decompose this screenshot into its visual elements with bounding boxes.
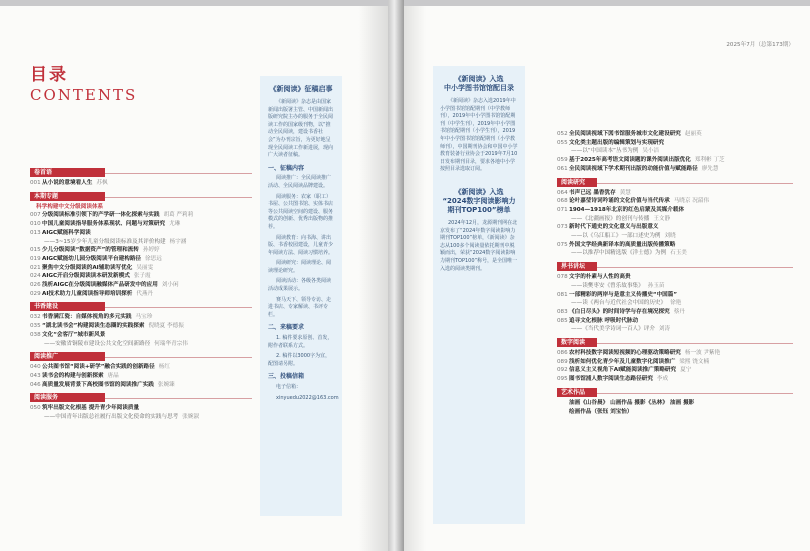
toc-entry[interactable] (30, 220, 252, 229)
toc-entry-author: 马宝珍 (135, 314, 153, 321)
toc-entry-author: 杨一波 尹紫艳 (684, 350, 721, 357)
toc-entry-author: 杨宇涵 (169, 238, 187, 245)
toc-subtitle: CONTENTS (30, 86, 138, 104)
toc-entry-title: 中国儿童阅读指导服务体系现状、问题与对策研究 (42, 221, 166, 228)
toc-entry-title: 浅析如何优化青少年及儿童数字化阅读推广 (569, 358, 676, 365)
toc-page-number: 064 (557, 189, 568, 196)
ranking-notice-title-line1: 《新阅读》入选 (454, 187, 504, 196)
toc-entry-title: 信息义主义视角下AI赋能阅读推广策略研究 (569, 367, 677, 374)
toc-entry-title: AIGC赋能科学阅读 (42, 229, 91, 236)
toc-entry-author: 何瑞华青宗伟 (154, 340, 188, 347)
section-rule (105, 398, 252, 399)
toc-entry-author: 唐晶 (107, 372, 119, 379)
toc-entry[interactable] (557, 308, 793, 317)
toc-entry-title: 追寻文化根脉 呼吸时代脉动 (569, 317, 639, 324)
toc-entry[interactable] (557, 282, 793, 291)
notice-paragraph: 1. 稿件要求原创、首发，附作者联系方式。 (268, 335, 333, 349)
toc-page-number: 092 (557, 367, 568, 374)
toc-page-number (557, 408, 569, 417)
notice-intro: 《新阅读》杂志是由国家新闻出版署主管、中国新闻出版研究院主办的服务于全民阅读工作的国家级刊物，以“推动全民阅读，建设书香社会”为办刊宗旨，为更好地呈现全民阅读工作新进展，现向广大读者征稿。 (268, 99, 334, 159)
toc-entry-author: 张子霞 (133, 273, 151, 280)
notice-paragraph: 阅读研究：阅读理论、阅读理论研究。 (268, 260, 332, 274)
toc-entry[interactable] (557, 215, 793, 224)
toc-entry-author: 吴小洁 (642, 148, 660, 155)
toc-page-number: 086 (557, 350, 568, 357)
toc-entry[interactable] (557, 249, 793, 258)
section-rule (597, 267, 793, 268)
email-label: 电子信箱： (276, 384, 302, 390)
notice-paragraph: 阅读教育：向书海、讲出版、书香校园建设，儿童青少年阅读方法、阅读习惯培养。 (268, 234, 334, 256)
toc-page-number: 085 (557, 317, 568, 324)
section-rule (597, 393, 793, 394)
toc-entry-author: 倪晓夏 李德振 (148, 323, 184, 330)
toc-page-number: 001 (30, 180, 41, 186)
toc-page-number: 095 (557, 376, 568, 383)
toc-entry-title: 基于2025年高考语文阅读题的课外阅读出版优化 (569, 157, 691, 164)
toc-entry-author: 吴丽雯 (136, 264, 154, 271)
toc-page-number: 068 (557, 198, 568, 205)
section-heading: 阅读推广 (30, 352, 105, 361)
toc-entry[interactable] (30, 203, 252, 212)
toc-entry[interactable] (557, 197, 793, 206)
toc-entry-title: 文字的朴素与人性的高贵 (569, 274, 631, 281)
notice-title: 《新阅读》征稿启事 (269, 85, 333, 93)
toc-entry-title: ——读《两台与近代社会中国的历史》 (571, 300, 667, 307)
toc-entry[interactable] (30, 313, 252, 322)
toc-entry-author: 胡葛 严莉莉 (163, 212, 194, 219)
toc-page-number: 055 (557, 139, 568, 146)
section-heading: 阅读服务 (30, 393, 105, 402)
list-notice-body: 《新阅读》杂志入选2019年中小学图书馆馆配期刊（中学教师刊），2019年中小学图书馆馆配期刊（中学生刊），2019年中小学图书馆馆配期刊（小学生刊），2019年中小学图书馆馆配期刊（小学教师刊），中国期刊协会和中国中小学教育装备行业协会于2019年7月10日发布期刊目录，要求各地中小学按照目录选取订阅。 (440, 98, 518, 173)
toc-entry-title: 书香满江瓷：自媒体视角的多元实践 (42, 314, 132, 321)
toc-entry-author: 孙玉苗 (647, 282, 665, 289)
toc-entry-title: ——以“中国读本”丛书为例 (571, 148, 639, 155)
section-heading: 书香建设 (30, 302, 105, 311)
notice-paragraph: 阅读推广：全民阅读推广活动、全民阅读品牌建设。 (268, 175, 332, 189)
toc-entry-title: 科学构建中文分级阅读体系 (36, 203, 104, 210)
issue-header: 2025年7月（总第173期） (726, 42, 794, 48)
toc-page-number: 061 (557, 165, 568, 172)
toc-entry[interactable] (557, 165, 793, 174)
toc-page-number: 040 (30, 364, 41, 371)
toc-page-number: 089 (557, 358, 568, 365)
toc-entry-title: ——《当代美学诗词一百人》评介 (571, 326, 655, 333)
right-page (404, 6, 810, 551)
toc-entry[interactable] (30, 229, 252, 238)
toc-entry[interactable] (557, 358, 793, 367)
notice-heading-2: 二、来稿要求 (268, 324, 305, 332)
toc-page-number: 073 (557, 224, 568, 231)
toc-entry-author: 马晓京 况韶伟 (673, 198, 710, 205)
toc-entry-title: AIGC赋能幼儿园分级阅读平台建构路径 (42, 255, 142, 262)
toc-entry-title: 论叶嘉莹诗词吟诵的文化价值与当代传承 (569, 198, 670, 205)
section-heading: 艺术作品 (557, 388, 597, 397)
toc-entry-title: “湖北读书会”构建阅读生态圈的实践探索 (42, 323, 145, 330)
toc-page-number: 010 (30, 221, 41, 228)
toc-entry[interactable] (557, 325, 793, 334)
toc-entry[interactable] (557, 299, 793, 308)
toc-entry[interactable] (30, 246, 252, 255)
toc-entry[interactable] (557, 147, 793, 156)
toc-page-number: 071 (557, 206, 568, 213)
toc-entry-author: 黄慧 (619, 189, 631, 196)
toc-page-number (557, 399, 569, 408)
section-heading: 阅读研究 (557, 178, 597, 187)
toc-entry-title: ——以《乌江船工》一部口述史为例 (571, 233, 661, 240)
toc-page-number: 026 (30, 282, 41, 289)
toc-page-number: 015 (30, 247, 41, 254)
toc-page-number: 050 (30, 405, 41, 412)
toc-entry[interactable] (557, 273, 793, 282)
ranking-notice-title-line2: “2024数字阅读影响力期刊TOP100”榜单 (442, 196, 516, 214)
notice-heading-3: 三、投稿信箱 (268, 373, 305, 381)
notice-paragraph: 阅读活动：各级各类阅读活动成果展示。 (268, 278, 332, 293)
toc-page-number: 081 (557, 291, 568, 298)
toc-entry[interactable] (557, 223, 793, 232)
toc-entry[interactable] (30, 322, 252, 331)
section-rule (105, 173, 252, 174)
toc-entry[interactable] (557, 317, 793, 326)
toc-entry-author: 苏枫 (96, 180, 108, 186)
toc-entry-title: 外国文学经典新译本的高质量出版传播策略 (569, 241, 676, 248)
toc-title: 目录 (30, 65, 68, 85)
toc-entry-title: 聚焦中文分级阅读的AI辅助读写优化 (42, 264, 133, 271)
toc-entry-title: 文化“会客厅”城市新风景 (42, 331, 106, 338)
page-fold-shadow (404, 6, 426, 551)
section-rule (105, 307, 252, 308)
notice-heading-1: 一、征稿内容 (268, 164, 305, 172)
notice-paragraph: 赛马天下、领导专访、走进书店、专家解读、书评专栏。 (268, 296, 332, 318)
toc-entry[interactable] (557, 375, 793, 384)
toc-entry-title: 书声已远 墨香犹存 (569, 189, 616, 196)
section-heading: 卷首语 (30, 168, 105, 177)
toc-entry[interactable] (30, 272, 252, 281)
toc-entry[interactable] (30, 290, 252, 299)
toc-page-number: 019 (30, 255, 41, 262)
toc-entry-title: 绘画作品（张钰 刘宝怡） (569, 408, 633, 415)
toc-entry[interactable] (557, 349, 793, 358)
toc-entry[interactable] (30, 381, 252, 390)
toc-entry-title: ——中国青年出版总社履行出版文化使命的实践与思考 (44, 414, 179, 421)
email-address[interactable]: xinyuedu2022@163.com (276, 394, 339, 401)
section-heading: 数字阅读 (557, 338, 597, 347)
toc-entry[interactable] (557, 408, 793, 417)
toc-entry[interactable] (30, 264, 252, 273)
toc-entry-author: 杨红 (158, 364, 170, 371)
toc-entry-author: 王文静 (653, 215, 671, 222)
section-heading: 界书讲坛 (557, 262, 597, 271)
toc-entry-author: 刘小闲 (161, 282, 179, 289)
toc-right-list (557, 130, 793, 416)
toc-entry-title: 农村科技数字阅读短视频的心理驱动策略研究 (569, 350, 681, 357)
toc-entry[interactable] (30, 331, 252, 340)
toc-entry-author: 刘涛 (658, 326, 671, 333)
toc-entry-title: 公共图书馆“阅读+研学”融合实践的创新路径 (42, 364, 155, 371)
call-for-papers-column (260, 76, 342, 516)
toc-entry[interactable] (557, 130, 793, 139)
toc-entry-title: ——安徽省铜陵市建设公共文化空间新路径 (44, 340, 151, 347)
section-heading: 本期专题 (30, 192, 105, 201)
toc-page-number: 052 (557, 131, 568, 137)
section-rule (597, 343, 793, 344)
toc-entry-author: 李成 (656, 376, 669, 383)
toc-entry-title: 图书馆浦人数字阅读生态路径研究 (569, 376, 653, 383)
toc-entry-title: 全民阅读视域下学术期刊出版的动能价值与赋能路径 (569, 165, 698, 172)
toc-page-number: 075 (557, 241, 568, 248)
toc-page-number: 059 (557, 157, 568, 164)
list-notice-title (440, 75, 518, 93)
toc-entry-author: 徐艳 (670, 300, 682, 307)
toc-entry-author: 郑利彬 丁芝 (694, 157, 725, 164)
toc-left-list (30, 164, 252, 422)
toc-page-number: 021 (30, 264, 41, 271)
toc-entry-author: 张婉臻 (157, 381, 175, 388)
toc-entry[interactable] (30, 211, 252, 220)
toc-entry-author: 廖先慧 (701, 165, 719, 172)
toc-entry-title: AI技术助力儿童阅读指导师培训探析 (42, 290, 133, 297)
toc-entry[interactable] (557, 366, 793, 375)
toc-page-number: 038 (30, 331, 41, 338)
toc-page-number: 007 (30, 212, 41, 219)
toc-entry[interactable] (557, 232, 793, 241)
toc-page-number: 043 (30, 372, 41, 379)
toc-page-number: 078 (557, 274, 568, 281)
toc-entry-title: AIGC开启分级阅读读本研发新模式 (42, 273, 130, 280)
toc-entry-title: ——《北疆画报》的创刊与传播 (571, 215, 650, 222)
ranking-notice-title (440, 188, 518, 215)
toc-entry[interactable] (30, 372, 252, 381)
toc-entry-author: 徐思远 (145, 255, 162, 262)
toc-entry[interactable] (30, 281, 252, 290)
toc-page-number: 046 (30, 381, 41, 388)
toc-entry[interactable] (30, 238, 252, 247)
toc-entry-title: 油画《山谷晨》 山画作品 摄影《丛林》 油画 摄影 (569, 399, 695, 406)
toc-page-number: 032 (30, 314, 41, 321)
toc-entry-title: ——以推荐中国精选版《洋士德》为例 (571, 250, 667, 257)
toc-entry-title: 全民阅读视域下図书馆服务城市文化建设研究 (569, 131, 681, 137)
toc-entry-author: 石玉美 (670, 250, 687, 257)
toc-entry[interactable] (30, 413, 252, 422)
toc-entry-title: 分级阅读标准引领下的产学研一体化探索与实践 (42, 212, 160, 219)
toc-entry-author: 孙婷婷 (142, 247, 160, 254)
toc-entry[interactable] (557, 241, 793, 250)
toc-page-number: 024 (30, 273, 41, 280)
toc-entry-author: 梁熙 饶文楠 (679, 358, 710, 365)
toc-page-number: 083 (557, 308, 568, 315)
list-notice-title-line1: 《新阅读》入选 (454, 75, 504, 83)
toc-entry-title: 新时代下通史的文化意义与出版意义 (569, 224, 659, 231)
toc-entry-title: ——读樊枣安《曾乐故事集》 (571, 282, 644, 289)
toc-entry[interactable] (30, 363, 252, 372)
toc-entry[interactable] (30, 255, 252, 264)
toc-entry-title: 浅析AIGC在分级阅读融媒体产品研发中的应用 (42, 282, 158, 289)
ranking-notice-body: 2024年12月，龙源期刊网在北京发布了“2024年数字阅读影响力期刊TOP100”榜单，《新阅读》杂志从100多个阅读量依托期刊中脱颖而出，荣获“2024数字阅读影响力期刊TOP100”称号，是全国唯一入选的阅读类期刊。 (440, 219, 518, 272)
toc-entry-title: 高质量发展背景下高校图书馆的阅读推广实践 (42, 381, 154, 388)
toc-entry[interactable] (557, 206, 793, 215)
toc-entry[interactable] (557, 291, 793, 300)
notice-paragraph: 阅读服务：农家（职工）书屋、公共图书馆、实体书店等公共阅读空间的建设、服务模式的创新、优秀出版物的推荐。 (268, 193, 334, 230)
section-rule (105, 357, 252, 358)
section-rule (597, 183, 793, 184)
toc-entry[interactable] (30, 179, 252, 188)
list-notice-title-line2: 中小学图书馆馆配目录 (444, 84, 514, 92)
toc-entry[interactable] (30, 340, 252, 349)
left-page (0, 6, 388, 551)
toc-page-number: 035 (30, 323, 41, 330)
page-fold-shadow (358, 6, 388, 551)
toc-entry[interactable] (557, 399, 793, 408)
toc-entry-author: 夏宁 (680, 367, 692, 374)
toc-entry-title: 筑牢出版文化根基 提升青少年阅读质量 (42, 405, 140, 412)
section-rule (105, 197, 252, 198)
toc-page-number: 013 (30, 229, 41, 236)
toc-entry-author: 尤琳 (169, 221, 181, 228)
toc-entry[interactable] (30, 404, 252, 413)
toc-entry-title: 1904—1918年北京的红色启蒙及其媒介载体 (569, 206, 685, 213)
toc-entry-title: 从小说的意境看人生 (42, 180, 93, 186)
toc-entry-title: ——3~15岁少年儿童分级阅读标准及其评价构建 (44, 238, 166, 245)
toc-page-number: 029 (30, 290, 41, 297)
toc-entry-title: 《白日尽头》的时间诗学与存在境况探究 (569, 308, 670, 315)
toc-entry-author: 刘晓 (664, 233, 676, 240)
toc-entry-title: 文化类主题出版的编辑策划与实现研究 (569, 139, 665, 146)
toc-entry[interactable] (557, 156, 793, 165)
toc-entry[interactable] (557, 189, 793, 198)
toc-entry-title: 少儿分级阅读“数据资产”的管理和流转 (42, 247, 139, 254)
library-list-column (433, 66, 525, 524)
toc-entry-author: 蔡丹 (673, 308, 685, 315)
toc-entry-author: 张婉淑 (182, 414, 200, 421)
toc-entry[interactable] (557, 139, 793, 148)
notice-paragraph: 2. 稿件以3000字为宜，配图请另附。 (268, 353, 331, 367)
toc-entry-title: 一部精彩的两岸与是意主义传播史“中国篇” (569, 291, 678, 298)
toc-entry-author: 代燕丹 (136, 290, 154, 297)
toc-entry-title: 读书会的构建与创新探索 (42, 372, 104, 379)
toc-entry-author: 赵丽英 (684, 131, 702, 137)
book-gutter (388, 0, 404, 551)
